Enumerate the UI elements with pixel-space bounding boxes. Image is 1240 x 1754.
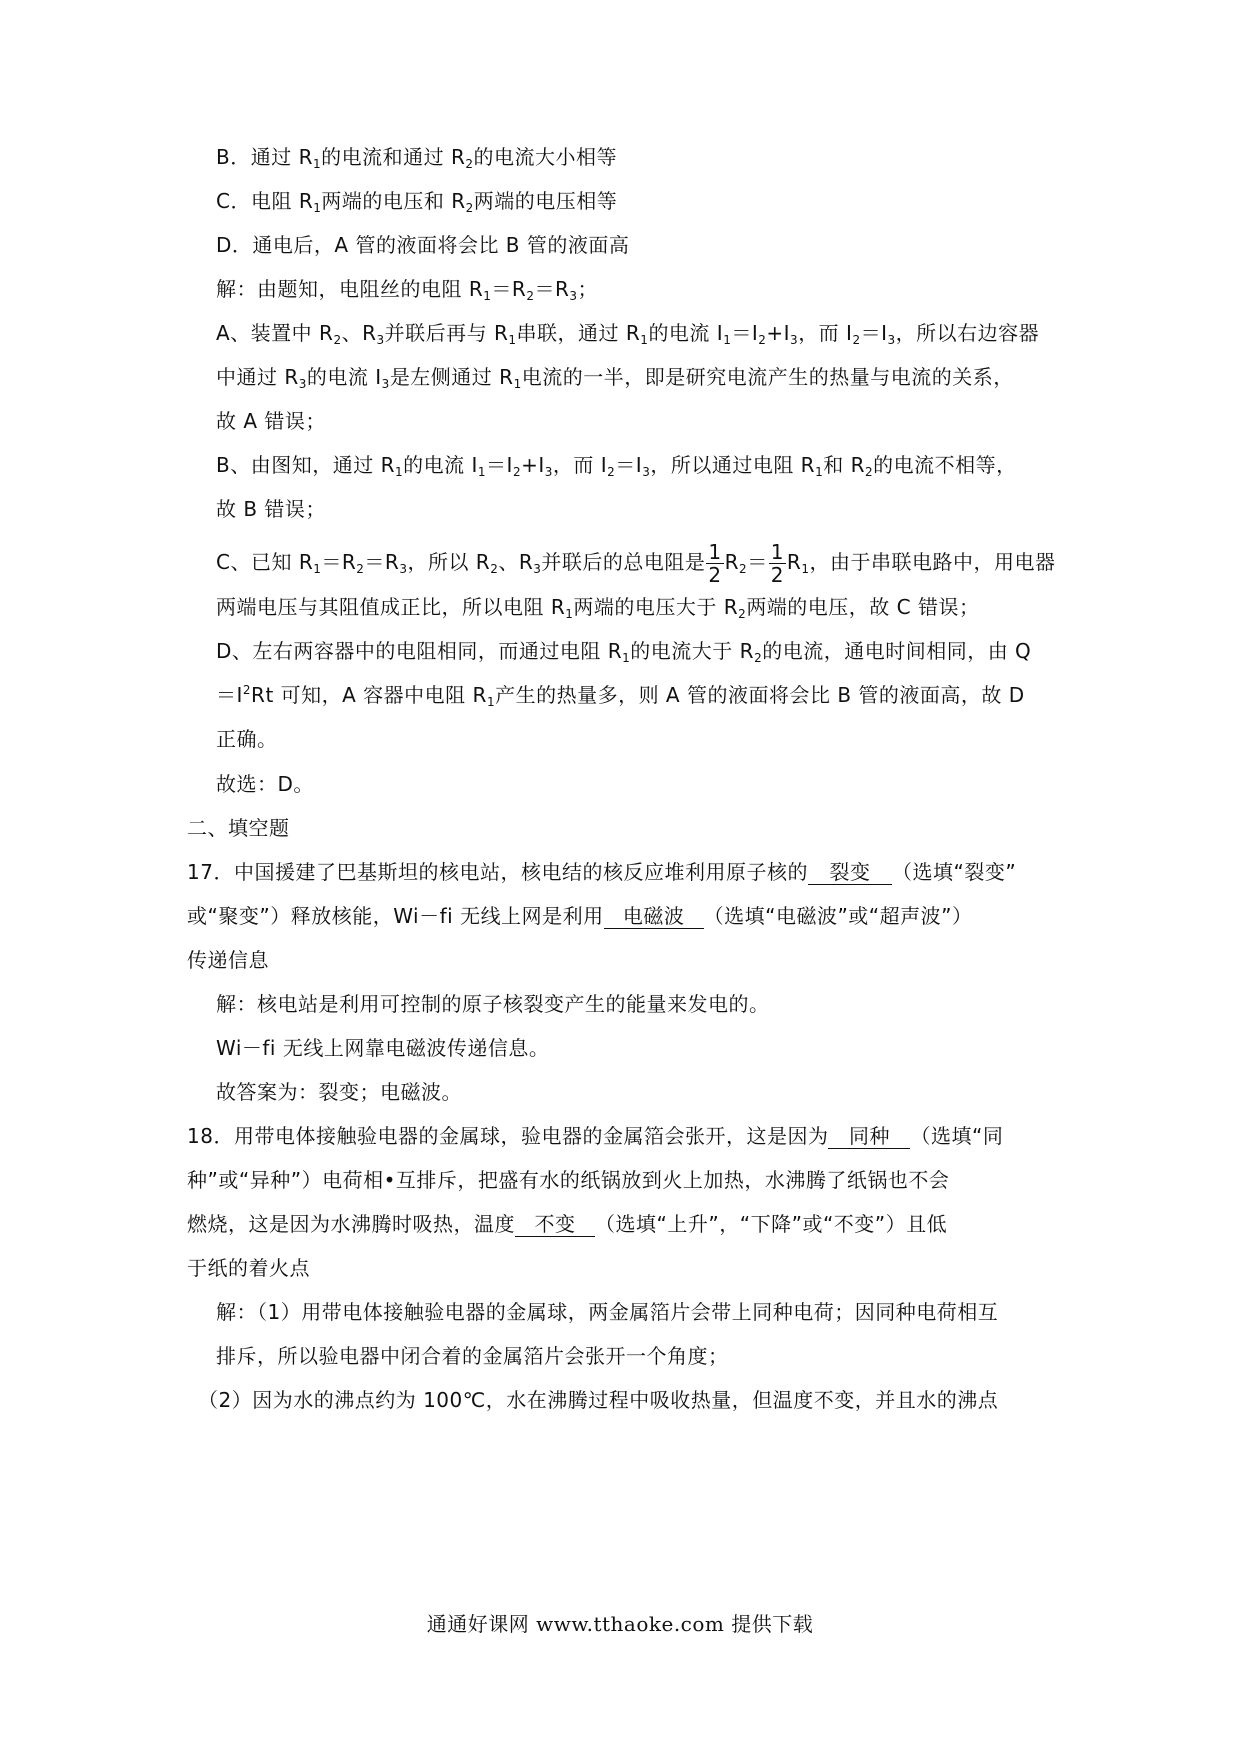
solution-intro [216,275,598,303]
text: 的电流 I [648,321,724,345]
text: 是左侧通过 R [389,365,514,389]
text: （选填“裂变” [891,860,1017,884]
solution-c-line-1 [216,541,1055,586]
text: 、R [341,321,377,345]
answer-blank: 裂变 [808,860,892,885]
subscript: 1 [801,562,810,576]
solution-b-line-1 [216,451,1017,479]
subscript: 2 [739,562,748,576]
subscript: 2 [607,465,616,479]
subscript: 2 [738,607,747,621]
subscript: 1 [313,201,322,215]
solution-choice: 故选：D。 [216,772,314,796]
q17-solution-2: Wi－fi 无线上网靠电磁波传递信息。 [216,1036,550,1060]
q17-solution-1: 解：核电站是利用可控制的原子核裂变产生的能量来发电的。 [216,992,770,1016]
subscript: 2 [526,289,535,303]
subscript: 1 [815,465,824,479]
subscript: 1 [483,289,492,303]
superscript: 2 [242,683,252,697]
q18-solution-1: 解：（1）用带电体接触验电器的金属球，两金属箔片会带上同种电荷；因同种电荷相互 [216,1300,999,1324]
fraction-denominator: 2 [770,563,784,587]
text: 的电流 I [403,453,478,477]
q17-line-3: 传递信息 [187,948,269,972]
text: 和 R [823,453,865,477]
subscript: 3 [533,562,542,576]
text: 产生的热量多，则 A 管的液面将会比 B 管的液面高，故 D [495,683,1025,707]
text: 的电流大于 R [630,639,755,663]
text: 两端电压与其阻值成正比，所以电阻 R [216,595,566,619]
subscript: 2 [852,333,861,347]
q18-line-3 [187,1210,947,1238]
subscript: 3 [887,333,896,347]
text: ，而 I [798,321,853,345]
text: ＝R [534,277,570,301]
text: ＝ [747,550,768,574]
option-d: D．通电后，A 管的液面将会比 B 管的液面高 [216,233,630,257]
text: ； [577,277,598,301]
solution-a-line-2 [216,363,1014,391]
text: ＝I [615,453,643,477]
subscript: 1 [565,607,574,621]
subscript: 3 [569,289,578,303]
subscript: 1 [640,333,649,347]
option-c [216,187,617,215]
page-footer: 通通好课网 www.tthaoke.com 提供下载 [426,1612,814,1636]
subscript: 2 [758,333,767,347]
text: 或“聚变”）释放核能，Wi－fi 无线上网是利用 [187,904,604,928]
fraction-half [769,541,786,586]
answer-blank: 同种 [828,1124,910,1149]
text: ＝I [731,321,759,345]
text: B．通过 R [216,145,313,169]
text: Rt 可知，A 容器中电阻 R [251,683,487,707]
text: ＝R [491,277,527,301]
text: 串联，通过 R [516,321,641,345]
text: ＝I [216,683,243,707]
subscript: 1 [508,333,517,347]
text: 燃烧，这是因为水沸腾时吸热，温度 [187,1212,515,1236]
subscript: 1 [313,562,322,576]
text: ，所以通过电阻 R [650,453,816,477]
subscript: 3 [642,465,651,479]
text: ，而 I [552,453,608,477]
text: 中通过 R [216,365,299,389]
subscript: 1 [622,651,631,665]
text: （选填“同 [910,1124,1004,1148]
text: 18．用带电体接触验电器的金属球，验电器的金属箔会张开，这是因为 [187,1124,829,1148]
subscript: 1 [312,157,322,171]
subscript: 2 [865,465,874,479]
text: ，所以 R [407,550,491,574]
subscript: 1 [513,377,522,391]
q18-solution-3: （2）因为水的沸点约为 100℃，水在沸腾过程中吸收热量，但温度不变，并且水的沸点 [198,1388,999,1412]
q17-line-1 [187,858,1016,886]
text: R [786,550,802,574]
text: 的电流，通电时间相同，由 Q [762,639,1032,663]
text: 解：由题知，电阻丝的电阻 R [216,277,484,301]
solution-a-line-1 [216,319,1039,347]
subscript: 2 [754,651,763,665]
subscript: 1 [486,695,496,709]
text: ＝I [486,453,513,477]
q18-line-1 [187,1122,1003,1150]
text: 两端的电压，故 C 错误； [746,595,980,619]
text: 两端的电压相等 [473,189,618,213]
text: ，所以右边容器 [895,321,1040,345]
text: ＝I [860,321,888,345]
q18-solution-2: 排斥，所以验电器中闭合着的金属箔片会张开一个角度； [216,1344,729,1368]
q17-solution-3: 故答案为：裂变；电磁波。 [216,1080,462,1104]
fraction-denominator: 2 [708,563,722,587]
text: 17．中国援建了巴基斯坦的核电站，核电结的核反应堆利用原子核的 [187,860,808,884]
text: R [724,550,740,574]
subscript: 1 [394,465,404,479]
text: B、由图知，通过 R [216,453,395,477]
subscript: 2 [333,333,342,347]
text: 的电流不相等， [873,453,1017,477]
subscript: 3 [544,465,553,479]
q18-line-4: 于纸的着火点 [187,1256,310,1280]
subscript: 1 [477,465,487,479]
answer-blank: 不变 [515,1212,595,1237]
text: 电流的一半，即是研究电流产生的热量与电流的关系， [521,365,1014,389]
text: 、R [498,550,534,574]
subscript: 2 [465,201,474,215]
fraction-half [706,541,723,586]
text: 的电流大小相等 [473,145,618,169]
text: +I [521,453,545,477]
text: 两端的电压大于 R [573,595,739,619]
subscript: 2 [512,465,522,479]
solution-d-line-2 [216,681,1025,709]
subscript: 1 [723,333,732,347]
q17-line-2 [187,902,973,930]
solution-b-line-2: 故 B 错误； [216,497,326,521]
text: 的电流 I [306,365,382,389]
text: 两端的电压和 R [321,189,466,213]
option-b [216,143,617,171]
subscript: 3 [376,333,385,347]
q18-line-2: 种”或“异种”）电荷相•互排斥，把盛有水的纸锅放到火上加热，水沸腾了纸锅也不会 [187,1168,950,1192]
text: ＝R [364,550,400,574]
text: （选填“电磁波”或“超声波”） [703,904,973,928]
text: ＝R [321,550,357,574]
solution-c-line-2 [216,593,980,621]
text: 的电流和通过 R [321,145,466,169]
text: C、已知 R [216,550,314,574]
subscript: 2 [490,562,499,576]
subscript: 2 [356,562,365,576]
subscript: 3 [790,333,799,347]
subscript: 3 [298,377,307,391]
text: 并联后再与 R [384,321,509,345]
section-heading: 二、填空题 [187,816,290,840]
text: C．电阻 R [216,189,314,213]
text: D、左右两容器中的电阻相同，而通过电阻 R [216,639,623,663]
solution-d-line-1 [216,637,1031,665]
text: （选填“上升”，“下降”或“不变”）且低 [595,1212,948,1236]
text: ，由于串联电路中，用电器 [809,550,1056,574]
solution-d-line-3: 正确。 [216,727,278,751]
text: A、装置中 R [216,321,334,345]
solution-a-line-3: 故 A 错误； [216,409,326,433]
subscript: 2 [465,157,474,171]
subscript: 3 [399,562,408,576]
subscript: 3 [381,377,390,391]
fraction-numerator: 1 [770,540,784,564]
text: +I [766,321,791,345]
answer-blank: 电磁波 [604,904,704,929]
text: 并联后的总电阻是 [541,550,706,574]
fraction-numerator: 1 [708,540,722,564]
